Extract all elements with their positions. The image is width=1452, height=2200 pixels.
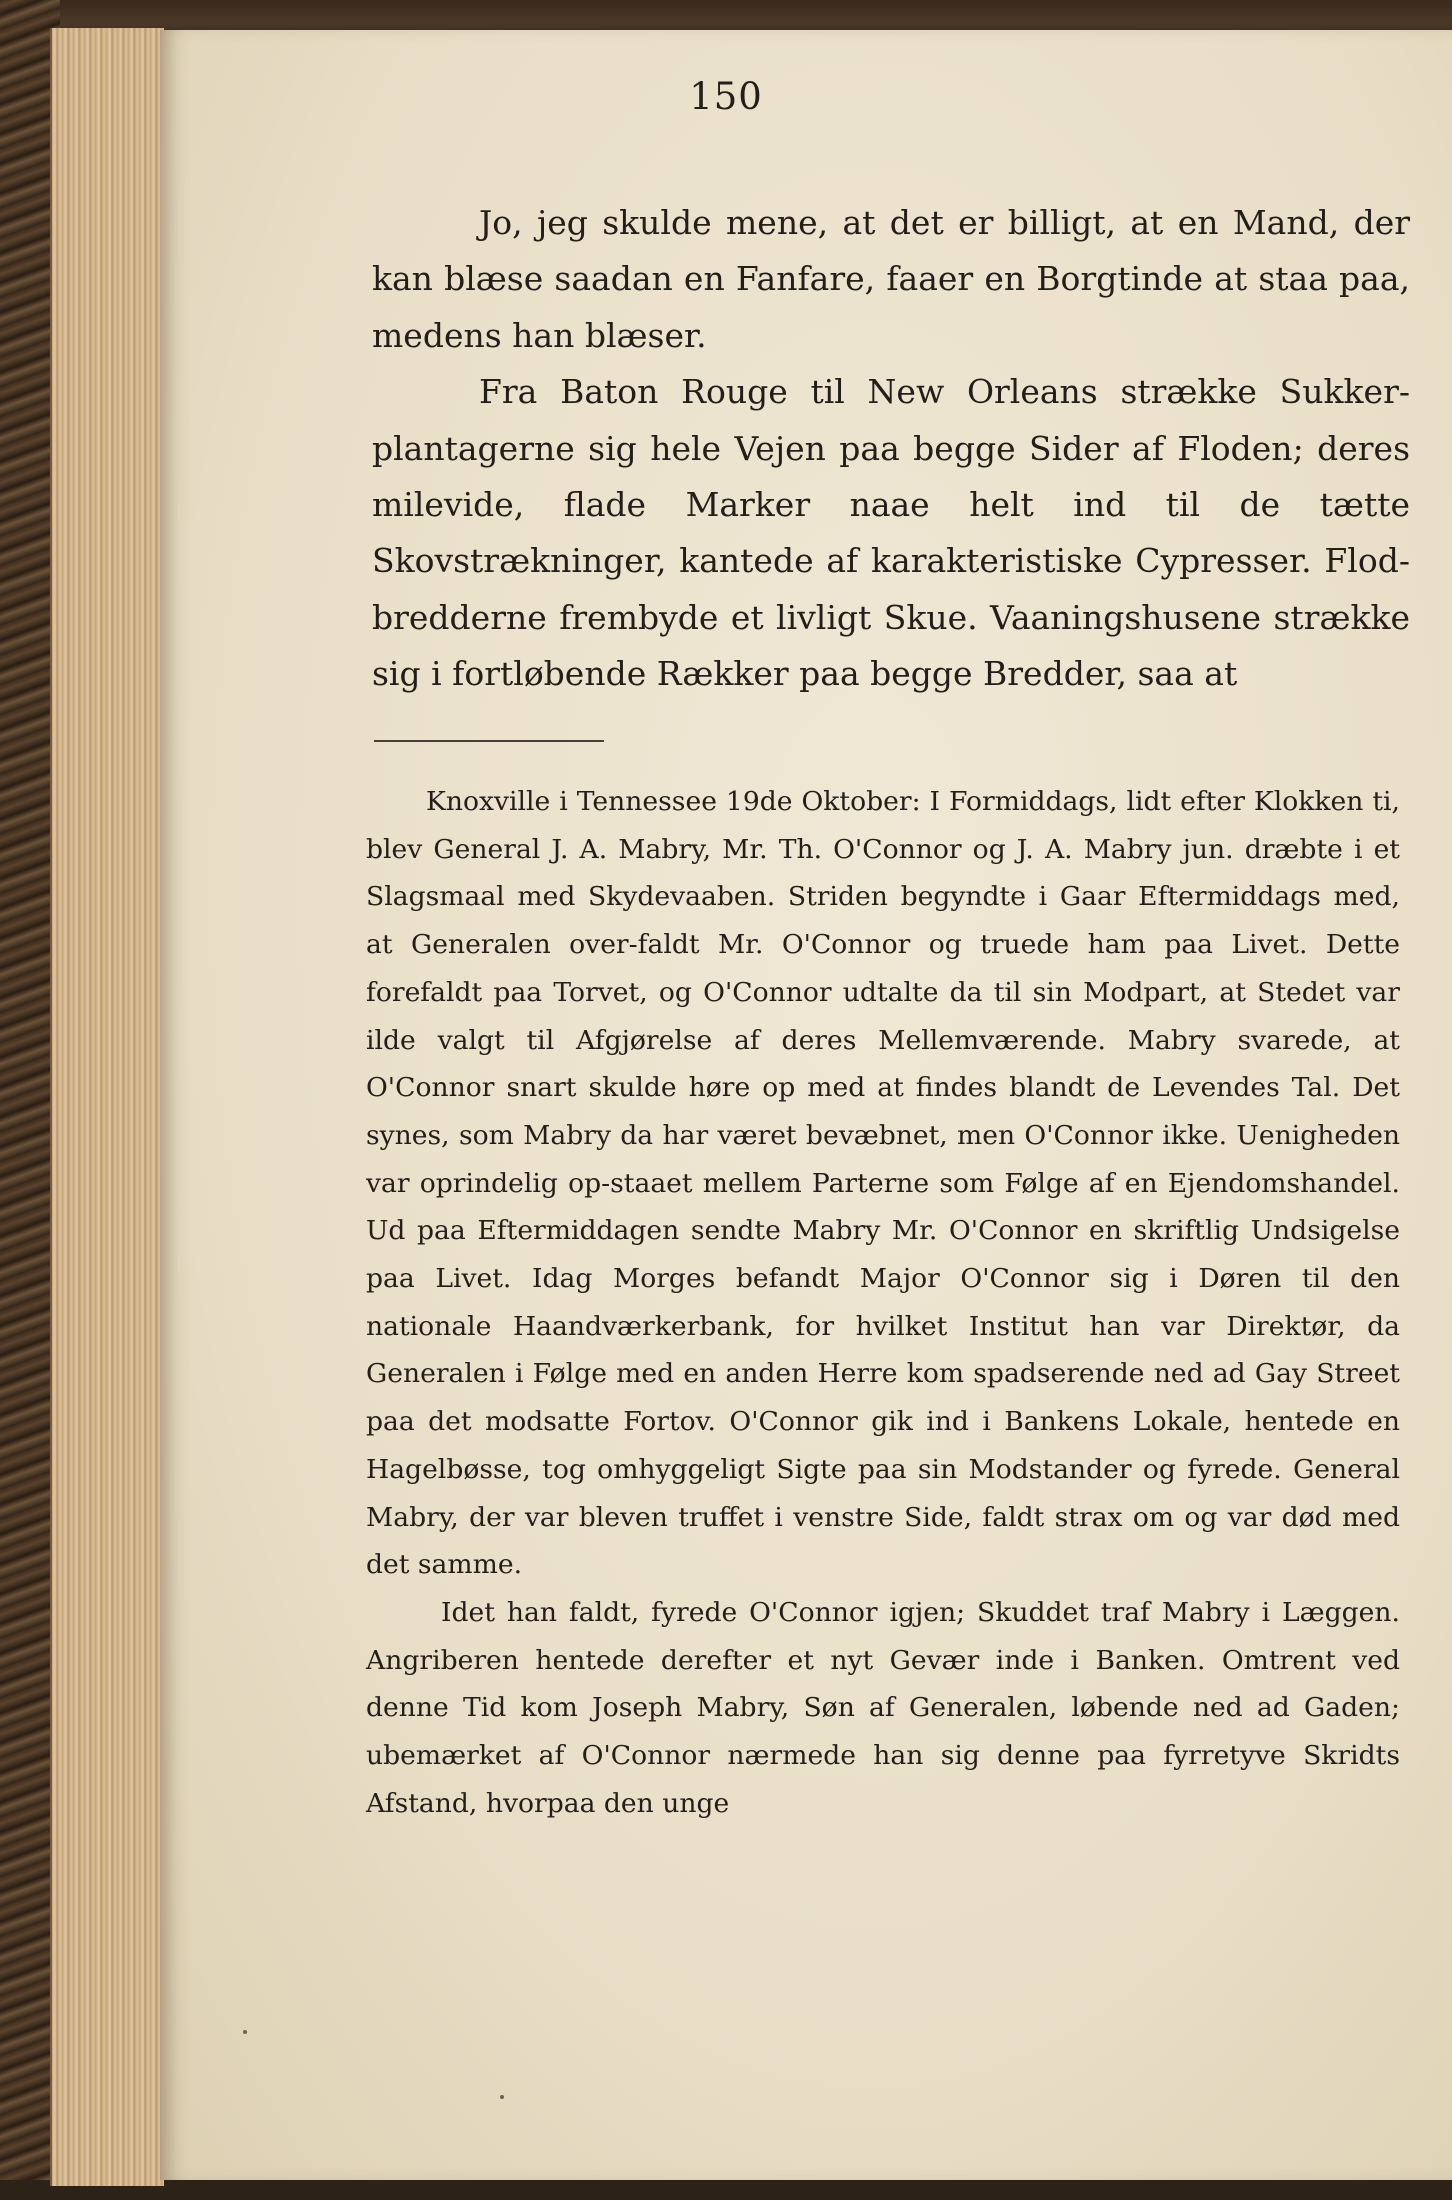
main-text xyxy=(372,195,1410,703)
page-number: 150 xyxy=(689,75,763,118)
page-edges xyxy=(50,28,164,2186)
footnote-separator xyxy=(374,740,604,742)
footnote xyxy=(366,778,1400,1827)
ink-speck xyxy=(500,2095,504,2099)
main-paragraph: Fra Baton Rouge til New Orleans strække Sukker-plantagerne sig hele Vejen paa begge Sider af Floden; deres milevide, flade Marker naae helt ind til de tætte Skovstrækninger, kantede af karakteristiske Cypresser. Flod-bredderne frembyde et livligt Skue. Vaaningshusene strække sig i fortløbende Rækker paa begge Bredder, saa at xyxy=(372,372,1410,694)
main-paragraph: Jo, jeg skulde mene, at det er billigt, at en Mand, der kan blæse saadan en Fanfare, faaer en Borgtinde at staa paa, medens han blæser. xyxy=(372,203,1410,355)
background-bottom xyxy=(0,2180,1452,2200)
ink-speck xyxy=(243,2030,247,2034)
footnote-paragraph: Idet han faldt, fyrede O'Connor igjen; Skuddet traf Mabry i Læggen. Angriberen hentede derefter et nyt Gevær inde i Banken. Omtrent ved denne Tid kom Joseph Mabry, Søn af Generalen, løbende ned ad Gaden; ubemærket af O'Connor nærmede han sig denne paa fyrretyve Skridts Afstand, hvorpaa den unge xyxy=(366,1596,1400,1819)
footnote-paragraph: Knoxville i Tennessee 19de Oktober: I Formiddags, lidt efter Klokken ti, blev General J. A. Mabry, Mr. Th. O'Connor og J. A. Mabry jun. dræbte i et Slagsmaal med Skydevaaben. Striden begyndte i Gaar Eftermiddags med, at Generalen over-faldt Mr. O'Connor og truede ham paa Livet. Dette forefaldt paa Torvet, og O'Connor udtalte da til sin Modpart, at Stedet var ilde valgt til Afgjørelse af deres Mellemværende. Mabry svarede, at O'Connor snart skulde høre op med at findes blandt de Levendes Tal. Det synes, som Mabry da har været bevæbnet, men O'Connor ikke. Uenigheden var oprindelig op-staaet mellem Parterne som Følge af en Ejendomshandel. Ud paa Eftermiddagen sendte Mabry Mr. O'Connor en skriftlig Undsigelse paa Livet. Idag Morges befandt Major O'Connor sig i Døren til den nationale Haandværkerbank, for hvilket Institut han var Direktør, da Generalen i Følge med en anden Herre kom spadserende ned ad Gay Street paa det modsatte Fortov. O'Connor gik ind i Bankens Lokale, hentede en Hagelbøsse, tog omhyggeligt Sigte paa sin Modstander og fyrede. General Mabry, der var bleven truffet i venstre Side, faldt strax om og var død med det samme. xyxy=(366,786,1400,1581)
